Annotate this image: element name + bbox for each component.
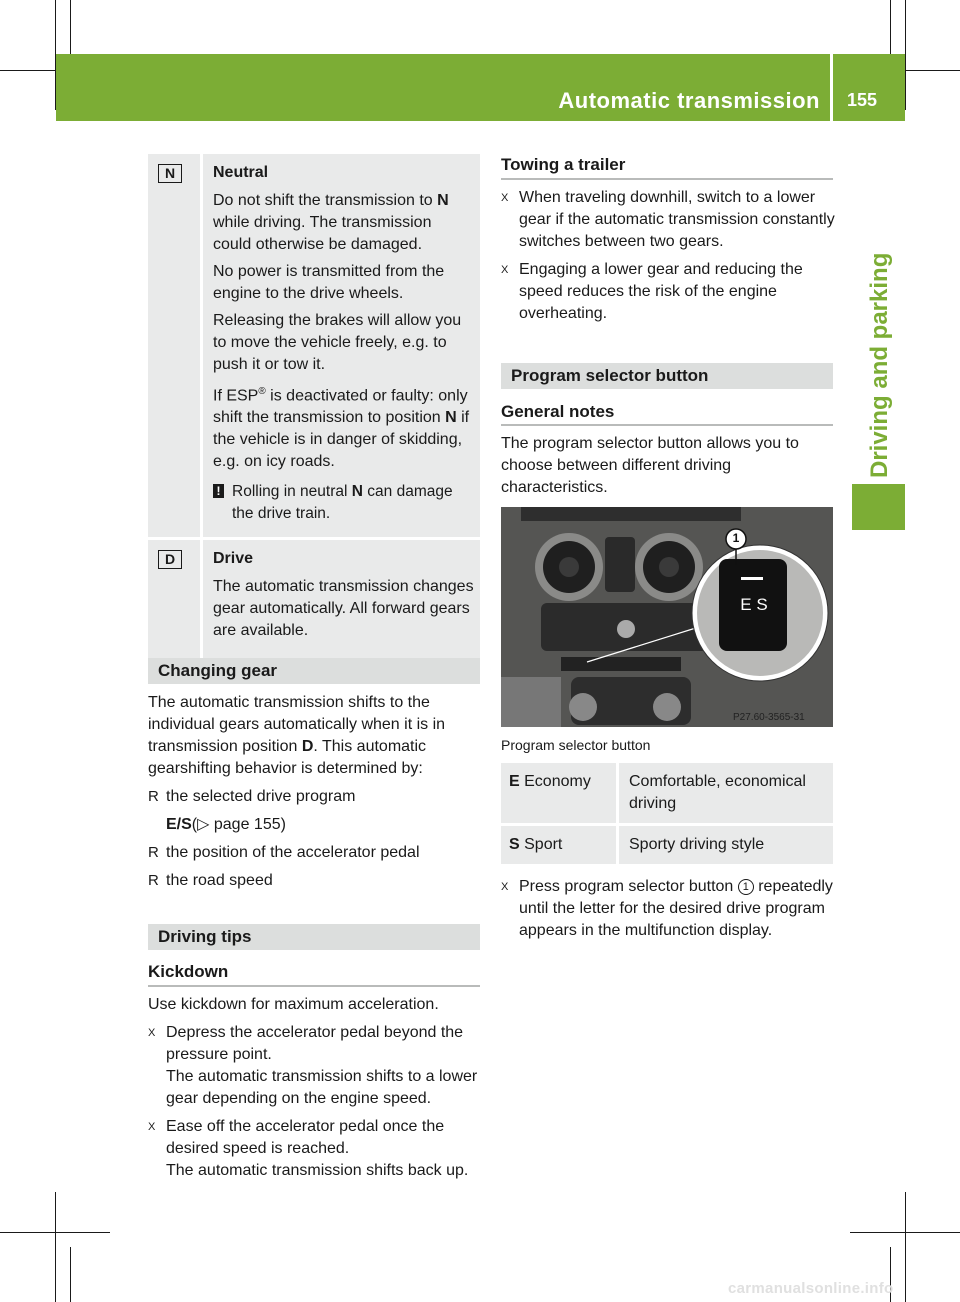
bullet-icon: R — [148, 872, 159, 889]
callout-number-icon: 1 — [738, 879, 754, 895]
button-letters: E S — [740, 595, 768, 614]
table-row: S Sport Sporty driving style — [501, 826, 833, 867]
gear-position-table — [148, 154, 480, 662]
subheading-rule — [148, 985, 480, 987]
warning-icon: ! — [213, 484, 224, 498]
crop-mark — [890, 0, 891, 55]
gear-title: Drive — [213, 550, 254, 568]
gear-paragraph: The automatic transmission changes gear automatically. All forward gears are available. — [213, 578, 474, 640]
gear-paragraph: No power is transmitted from the engine to the drive wheels. — [213, 263, 445, 302]
subheading-general-notes: General notes — [501, 402, 615, 421]
dashboard-photo — [501, 507, 833, 727]
gear-paragraph: If ESP® is deactivated or faulty: only shift the transmission to position N if the vehicle is in danger of skidding, e.g. on icy roads. — [213, 386, 470, 471]
section-heading-changing-gear: Changing gear — [148, 658, 480, 684]
bullet-icon: R — [148, 788, 159, 805]
bullet-icon: R — [148, 844, 159, 861]
paragraph: The program selector button allows you to choose between different driving characteristics. — [501, 435, 799, 496]
section-heading-driving-tips: Driving tips — [148, 924, 480, 950]
subheading-rule — [501, 178, 833, 180]
subheading-kickdown: Kickdown — [148, 962, 229, 981]
crop-mark — [905, 1192, 906, 1302]
footer-watermark: carmanualsonline.info — [728, 1280, 894, 1297]
drive-program-table — [501, 763, 833, 867]
crop-mark — [70, 1247, 71, 1302]
crop-mark — [55, 1192, 56, 1302]
image-reference-code: P27.60-3565-31 — [733, 712, 805, 723]
gear-n-symbol: N — [158, 164, 182, 183]
list-item: R the selected drive program E/S(▷ page 155) — [148, 786, 482, 836]
section-heading-program-selector: Program selector button — [501, 363, 833, 389]
instruction-step: X Depress the accelerator pedal beyond the pressure point. The automatic transmission shifts to a lower gear depending on the engine speed. — [148, 1022, 482, 1110]
paragraph: The automatic transmission shifts to the individual gears automatically when it is in transmission position D. This automatic gearshifting behavior is determined by: — [148, 694, 446, 777]
header-divider — [830, 54, 833, 121]
gear-title: Neutral — [213, 164, 269, 181]
crop-mark — [905, 0, 906, 110]
instruction-step: X When traveling downhill, switch to a lower gear if the automatic transmission constantly switches between two gears. — [501, 187, 835, 253]
warning-note — [213, 481, 474, 525]
crop-mark — [70, 0, 71, 55]
section-title: Automatic transmission — [558, 88, 820, 113]
page-reference-link[interactable]: (▷ page 155) — [191, 816, 286, 833]
list-item: R the position of the accelerator pedal — [148, 842, 482, 864]
gear-row-drive — [148, 540, 480, 662]
gear-d-symbol: D — [158, 550, 182, 569]
changing-gear-body — [148, 692, 482, 892]
list-item: R the road speed — [148, 870, 482, 892]
towing-body — [501, 187, 835, 325]
paragraph: Use kickdown for maximum acceleration. — [148, 996, 439, 1013]
arrow-icon: X — [501, 192, 509, 204]
kickdown-body — [148, 994, 482, 1182]
gear-row-neutral — [148, 154, 480, 540]
arrow-icon: X — [501, 264, 509, 276]
image-caption: Program selector button — [501, 737, 651, 753]
gear-paragraph: Do not shift the transmission to N while driving. The transmission could otherwise be damaged. — [213, 192, 449, 253]
page-number: 155 — [846, 90, 877, 110]
arrow-icon: X — [148, 1121, 156, 1133]
page-header — [56, 54, 905, 121]
table-row: E Economy Comfortable, economical driving — [501, 763, 833, 826]
arrow-icon: X — [148, 1027, 156, 1039]
subheading-towing: Towing a trailer — [501, 155, 626, 174]
side-tab-label: Driving and parking — [866, 252, 893, 478]
subheading-rule — [501, 424, 833, 426]
side-tab-marker — [852, 484, 905, 530]
warning-text: Rolling in neutral N can damage the drive train. — [232, 483, 453, 523]
arrow-icon: X — [501, 881, 509, 893]
instruction-step: X Press program selector button 1 repeatedly until the letter for the desired drive program appears in the multifunction display. — [501, 876, 835, 942]
gear-paragraph: Releasing the brakes will allow you to move the vehicle freely, e.g. to push it or tow it. — [213, 312, 462, 373]
instruction-step: X Ease off the accelerator pedal once the desired speed is reached. The automatic transmission shifts back up. — [148, 1116, 482, 1182]
callout-number: 1 — [732, 531, 740, 545]
instruction-step: X Engaging a lower gear and reducing the speed reduces the risk of the engine overheating. — [501, 259, 835, 325]
